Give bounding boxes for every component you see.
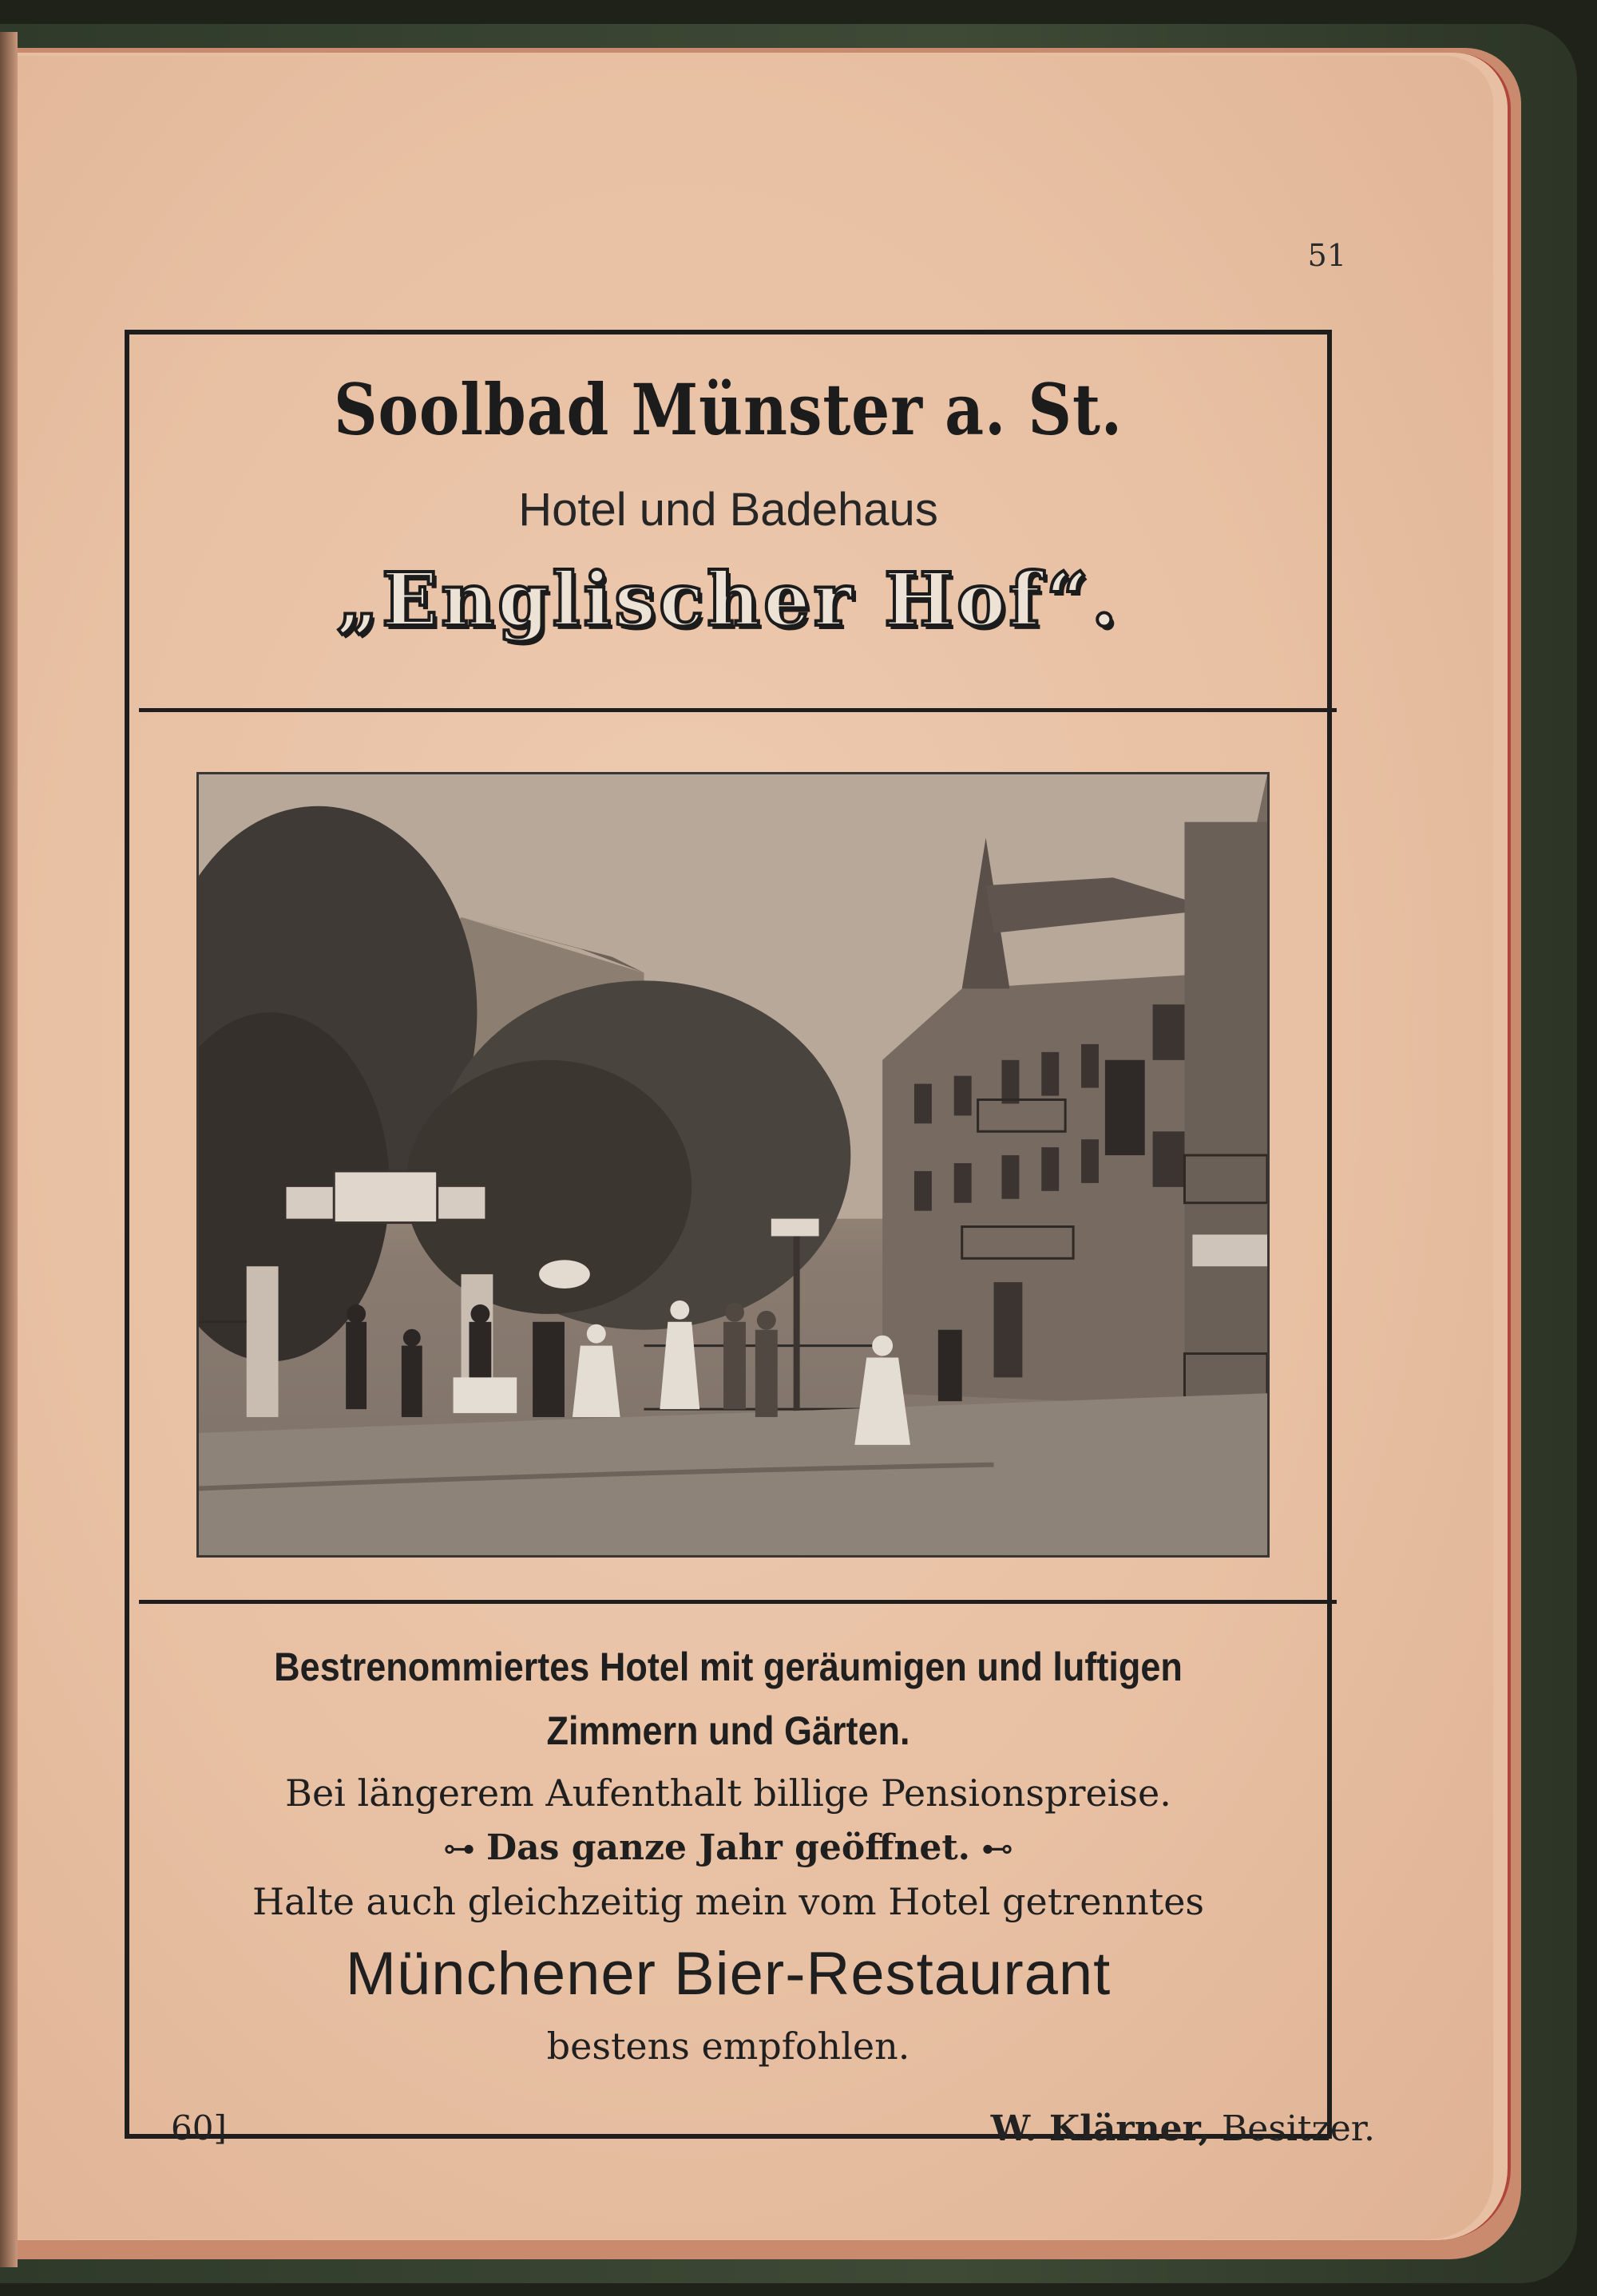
ad-code: 60]	[171, 2108, 227, 2148]
restaurant-name: Münchener Bier-Restaurant	[345, 1940, 1112, 2008]
page-gutter	[0, 32, 18, 2267]
ornament-left-icon: ⊶	[443, 1831, 475, 1867]
page-number: 51	[1307, 238, 1346, 273]
hotel-photo	[196, 772, 1270, 1558]
hotel-name: „Englischer Hof“.	[336, 556, 1120, 643]
open-note-line	[129, 1827, 1327, 1868]
header-divider	[139, 708, 1337, 712]
owner-title: Besitzer.	[1221, 2108, 1375, 2149]
ad-body	[129, 1628, 1327, 2139]
ornament-right-icon: ⊷	[981, 1831, 1013, 1867]
ad-header	[129, 335, 1327, 710]
pension-note: Bei längerem Aufenthalt billige Pensionspreise.	[285, 1771, 1171, 1815]
ad-subtitle: Hotel und Badehaus	[518, 484, 938, 536]
recommend-note: bestens empfohlen.	[546, 2025, 910, 2068]
ad-title: Soolbad Münster a. St.	[334, 368, 1123, 451]
advertisement	[125, 330, 1375, 2149]
open-note: Das ganze Jahr geöffnet.	[486, 1827, 970, 1868]
owner-signature	[832, 2108, 1375, 2149]
description-line-2: Zimmern und Gärten.	[546, 1708, 910, 1753]
hotel-photo-illustration	[199, 774, 1267, 1555]
book-page	[14, 56, 1493, 2239]
owner-name: W. Klärner,	[990, 2108, 1211, 2149]
photo-divider	[139, 1600, 1337, 1604]
restaurant-intro: Halte auch gleichzeitig mein vom Hotel getrenntes	[252, 1880, 1205, 1923]
description-line-1: Bestrenommiertes Hotel mit geräumigen und luftigen	[274, 1645, 1183, 1689]
